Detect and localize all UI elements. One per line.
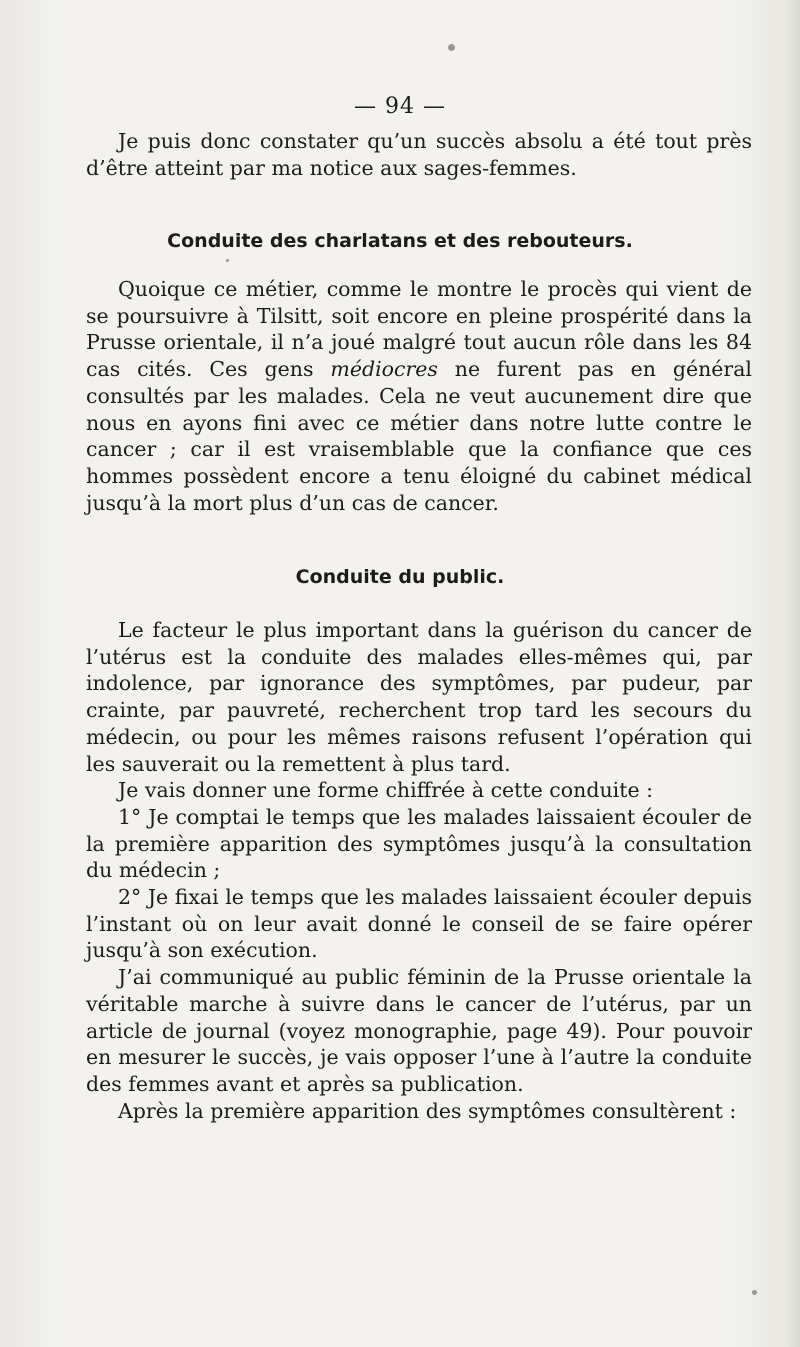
public-paragraph-6: Après la première apparition des symptômes consultèrent : <box>118 1098 737 1123</box>
public-paragraph-1: Le facteur le plus important dans la guérison du cancer de l’utérus est la conduite des malades elles-mêmes qui, par indolence, par ignorance des symptômes, par pudeur, par crainte, par pauvreté, recherchent trop tard les secours du médecin, ou pour les mêmes raisons refusent l’opération qui les sauverait ou la remettent à plus tard. <box>86 618 752 776</box>
paper-speck <box>752 1290 757 1295</box>
charlatans-emphasis: médiocres <box>330 357 438 382</box>
page-edge-shadow <box>786 0 800 1347</box>
intro-text: Je puis donc constater qu’un succès absolu a été tout près d’être atteint par ma notice aux sages-femmes. <box>86 129 752 180</box>
public-paragraph-2: Je vais donner une forme chiffrée à cette conduite : <box>118 778 654 803</box>
public-paragraph-3: 1° Je comptai le temps que les malades laissaient écouler de la première apparition des symptômes jusqu’à la consultation du médecin ; <box>86 804 752 883</box>
charlatans-text-before: Quoique ce métier, comme le montre le procès qui vient de se poursuivre à Tilsitt, soit encore en pleine prospérité dans la Prusse orientale, il n’a joué malgré tout aucun rôle dans les 84 cas cités. Ces gens <box>86 277 752 382</box>
section-heading-public: Conduite du public. <box>295 566 505 588</box>
paper-speck <box>448 44 455 51</box>
section-heading-charlatans: Conduite des charlatans et des rebouteurs. <box>167 230 633 252</box>
page-number: — 94 — <box>354 94 446 119</box>
charlatans-paragraph <box>86 276 752 516</box>
public-section-body <box>86 617 752 1124</box>
public-paragraph-5: J’ai communiqué au public féminin de la Prusse orientale la véritable marche à suivre dans le cancer de l’utérus, par un article de journal (voyez monographie, page 49). Pour pouvoir en mesurer le succès, je vais opposer l’une à l’autre la conduite des femmes avant et après sa publication. <box>86 965 752 1096</box>
paper-speck <box>226 259 229 262</box>
charlatans-text <box>86 276 752 516</box>
intro-paragraph <box>86 128 752 181</box>
charlatans-text-after: ne furent pas en général consultés par les malades. Cela ne veut aucunement dire que nous en ayons fini avec ce métier dans notre lutte contre le cancer ; car il est vraisemblable que la confiance que ces hommes possèdent encore a tenu éloigné du cabinet médical jusqu’à la mort plus d’un cas de cancer. <box>86 357 752 515</box>
public-paragraph-4: 2° Je fixai le temps que les malades laissaient écouler depuis l’instant où on leur avait donné le conseil de se faire opérer jusqu’à son exécution. <box>86 885 752 963</box>
